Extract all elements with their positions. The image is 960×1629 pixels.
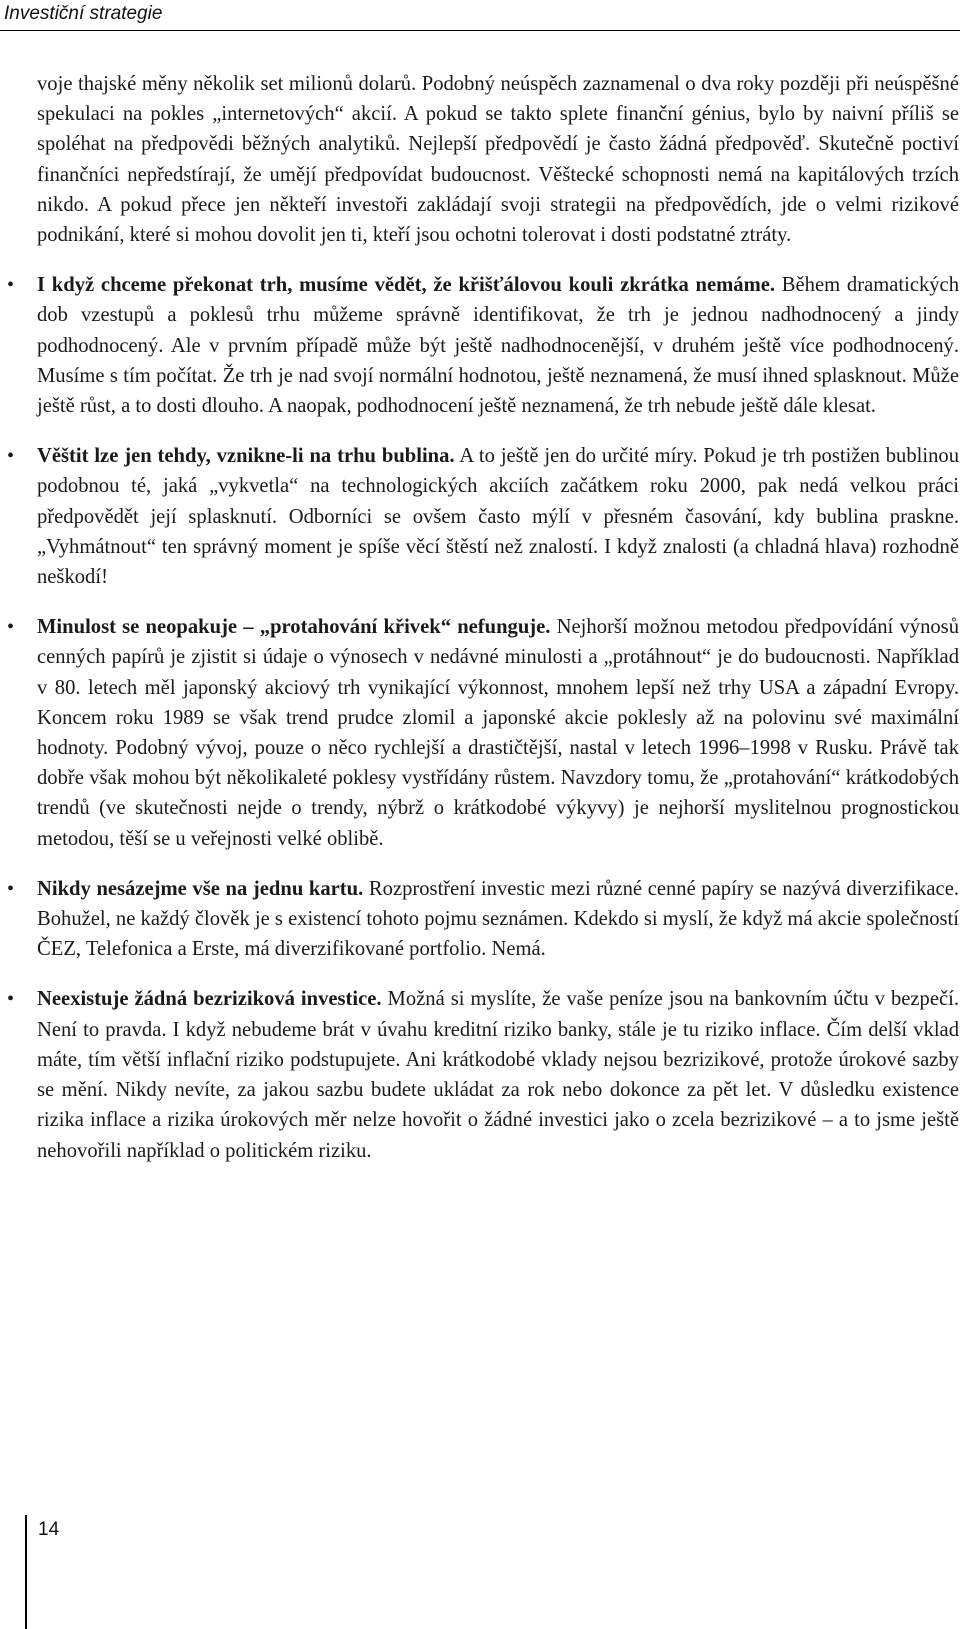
bullet-marker: • (7, 445, 15, 468)
bullet-text: Během dramatických dob vzestupů a poklesů trhu můžeme správně identifikovat, že trh je jednou nadhodnocený a jindy podhodnocený. Ale v prvním případě může být ještě nadhodnocenější, v druhém ještě více podhodnocený. Musíme s tím počítat. Že trh je nad svojí normální hodnotou, ještě neznamená, že musí ihned splasknout. Může ještě růst, a to dosti dlouho. A naopak, podhodnocení ještě neznamená, že trh nebude ještě dále klesat. (37, 274, 959, 418)
bullet-lead: I když chceme překonat trh, musíme vědět, že křišťálovou kouli zkrátka nemáme. (37, 274, 776, 297)
bullet-marker: • (7, 877, 15, 900)
running-header (0, 0, 960, 31)
bullet-item (7, 612, 959, 854)
bullet-item (7, 984, 959, 1165)
bullet-text: Rozprostření investic mezi různé cenné papíry se nazývá diverzifikace. Bohužel, ne každý člověk je s existencí tohoto pojmu seznámen. Kdekdo si myslí, že když má akcie společností ČEZ, Telefonica a Erste, má diverzifikované portfolio. Nemá. (37, 877, 959, 961)
bullet-text: Možná si myslíte, že vaše peníze jsou na bankovním účtu v bezpečí. Není to pravda. I když nebudeme brát v úvahu kreditní riziko banky, stále je tu riziko inflace. Čím delší vklad máte, tím větší inflační riziko podstupujete. Ani krátkodobé vklady nejsou bezrizikové, protože úrokové sazby se mění. Nikdy nevíte, za jakou sazbu budete ukládat za rok nebo dokonce za pět let. V důsledku existence rizika inflace a rizika úrokových měr nelze hovořit o žádné investici jako o zcela bezrizikové – a to jsme ještě nehovořili například o politickém riziku. (37, 988, 959, 1162)
bullet-item (7, 441, 959, 592)
bullet-marker: • (7, 616, 15, 639)
bullet-item (7, 270, 959, 421)
bullet-marker: • (7, 988, 15, 1011)
bullet-lead: Minulost se neopakuje – „protahování křivek“ nefunguje. (37, 616, 551, 639)
page-number: 14 (38, 1519, 60, 1540)
intro-paragraph: voje thajské měny několik set milionů dolarů. Podobný neúspěch zaznamenal o dva roky později při neúspěšné spekulaci na pokles „internetových“ akcií. A pokud se takto splete finanční génius, bylo by naivní příliš se spoléhat na předpovědi běžných analytiků. Nejlepší předpovědí je často žádná předpověď. Skutečně poctiví finančníci nepředstírají, že umějí předpovídat budoucnost. Věštecké schopnosti nemá na kapitálových trzích nikdo. A pokud přece jen někteří investoři zakládají svoji strategii na předpovědích, jde o velmi rizikové podnikání, které si mohou dovolit jen ti, kteří jsou ochotni tolerovat i dosti podstatné ztráty. (37, 73, 959, 247)
bullet-marker: • (7, 274, 15, 297)
bullet-lead: Neexistuje žádná bezriziková investice. (37, 988, 382, 1011)
bullet-lead: Nikdy nesázejme vše na jednu kartu. (37, 877, 364, 900)
bullet-list (7, 270, 959, 1165)
body-text (7, 69, 959, 1186)
bullet-item (7, 874, 959, 965)
bullet-text: Nejhorší možnou metodou předpovídání výnosů cenných papírů je zjistit si údaje o výnosech v nedávné minulosti a „protáhnout“ je do budoucnosti. Například v 80. letech měl japonský akciový trh vynikající výkonnost, mnohem lepší než trhy USA a západní Evropy. Koncem roku 1989 se však trend prudce zlomil a japonské akcie poklesly až na polovinu své maximální hodnoty. Podobný vývoj, pouze o něco rychlejší a drastičtější, nastal v letech 1996–1998 v Rusku. Právě tak dobře však mohou být několikaleté poklesy vystřídány růstem. Navzdory tomu, že „protahování“ krátkodobých trendů (ve skutečnosti nejde o trendy, nýbrž o krátkodobé výkyvy) je nejhorší myslitelnou prognostickou metodou, těší se u veřejnosti velké oblibě. (37, 616, 959, 850)
running-header-title: Investiční strategie (4, 3, 163, 24)
footer-rule (25, 1515, 27, 1629)
bullet-lead: Věštit lze jen tehdy, vznikne-li na trhu bublina. (37, 445, 455, 468)
bullet-text: A to ještě jen do určité míry. Pokud je trh postižen bublinou podobnou té, jaká „vykvetla“ na technologických akciích začátkem roku 2000, pak nedá velkou práci předpovědět její splasknutí. Odborníci se ovšem často mýlí v přesném časování, kdy bublina praskne. „Vyhmátnout“ ten správný moment je spíše věcí štěstí než znalostí. I když znalosti (a chladná hlava) rozhodně neškodí! (37, 445, 959, 589)
